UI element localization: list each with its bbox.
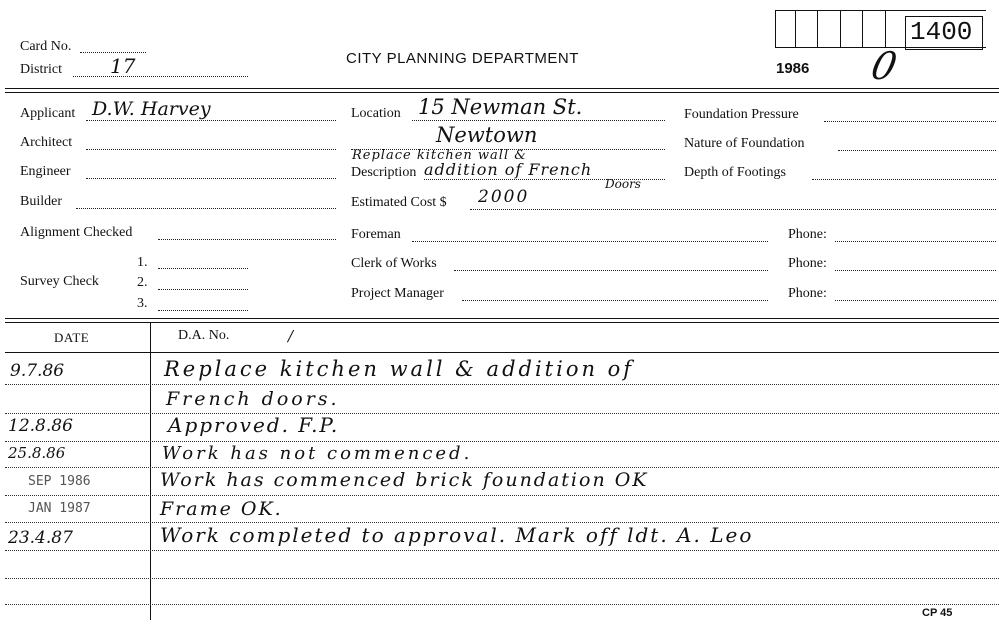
clerk-phone-field: [835, 270, 996, 271]
survey-check-label: Survey Check: [20, 274, 99, 289]
description-line-1: Replace kitchen wall &: [352, 148, 527, 163]
log-date: 23.4.87: [8, 528, 73, 548]
year-label: 1986: [776, 60, 810, 77]
card-number-divider: [862, 10, 863, 48]
location-value-2: Newtown: [436, 123, 538, 147]
year-handwritten: 0: [867, 44, 901, 88]
architect-label: Architect: [20, 135, 73, 150]
alignment-checked-label: Alignment Checked: [20, 225, 133, 240]
clerk-phone-label: Phone:: [788, 256, 827, 271]
card-no-label: Card No.: [20, 39, 72, 54]
card-number-divider: [885, 10, 886, 48]
pm-phone-field: [835, 300, 996, 301]
log-entry: Work has not commenced.: [162, 443, 473, 464]
log-header-divider: [5, 352, 999, 353]
location-field: [412, 120, 665, 121]
survey-3-field: [158, 310, 248, 311]
da-no-label: D.A. No.: [178, 328, 230, 343]
log-entry: Replace kitchen wall & addition of: [164, 357, 635, 381]
log-entry: Work has commenced brick foundation OK: [160, 469, 649, 491]
foreman-phone-field: [835, 241, 996, 242]
department-title: CITY PLANNING DEPARTMENT: [346, 50, 579, 67]
log-row-line: [5, 578, 999, 579]
district-label: District: [20, 62, 62, 77]
log-entry: Frame OK.: [160, 498, 283, 520]
card-number: 1400: [910, 17, 973, 47]
log-row-line: [5, 467, 999, 468]
foundation-pressure-label: Foundation Pressure: [684, 107, 799, 122]
log-row-line: [5, 550, 999, 551]
log-top-divider-2: [5, 322, 999, 323]
log-row-line: [5, 604, 999, 605]
foreman-field: [412, 241, 768, 242]
log-row-line: [5, 413, 999, 414]
survey-2-field: [158, 289, 248, 290]
builder-label: Builder: [20, 194, 62, 209]
project-manager-label: Project Manager: [351, 286, 444, 301]
engineer-field: [86, 178, 336, 179]
district-field: [73, 76, 248, 77]
header-divider-2: [5, 92, 999, 93]
log-date: 12.8.86: [8, 416, 73, 436]
applicant-field: [86, 120, 336, 121]
log-entry: Approved. F.P.: [168, 413, 340, 437]
description-line-3: Doors: [605, 177, 641, 191]
form-code: CP 45: [922, 607, 953, 619]
alignment-checked-field: [158, 239, 336, 240]
card-number-divider: [795, 10, 796, 48]
log-top-divider: [5, 318, 999, 319]
foreman-label: Foreman: [351, 227, 401, 242]
date-column-header: DATE: [54, 330, 90, 345]
location-label: Location: [351, 106, 401, 121]
pm-phone-label: Phone:: [788, 286, 827, 301]
survey-2-label: 2.: [137, 275, 148, 290]
da-no-value: /: [288, 327, 294, 345]
survey-1-field: [158, 268, 248, 269]
log-column-divider: [150, 322, 151, 620]
estimated-cost-label: Estimated Cost $: [351, 195, 447, 210]
clerk-of-works-field: [454, 270, 768, 271]
applicant-value: D.W. Harvey: [92, 98, 211, 120]
applicant-label: Applicant: [20, 106, 76, 121]
engineer-label: Engineer: [20, 164, 71, 179]
log-row-line: [5, 441, 999, 442]
card-number-divider: [817, 10, 818, 48]
card-number-divider: [840, 10, 841, 48]
log-date: 9.7.86: [10, 361, 65, 381]
survey-3-label: 3.: [137, 296, 148, 311]
builder-field: [76, 208, 336, 209]
survey-1-label: 1.: [137, 255, 148, 270]
foundation-pressure-field: [824, 121, 996, 122]
description-line-2: addition of French: [424, 160, 593, 179]
district-value: 17: [110, 54, 136, 78]
nature-of-foundation-field: [838, 150, 996, 151]
depth-of-footings-field: [812, 179, 996, 180]
log-entry: French doors.: [166, 388, 340, 410]
estimated-cost-field: [470, 209, 996, 210]
log-date-stamp: SEP 1986: [28, 474, 91, 489]
log-date-stamp: JAN 1987: [28, 501, 91, 516]
estimated-cost-value: 2000: [478, 187, 530, 207]
nature-of-foundation-label: Nature of Foundation: [684, 136, 805, 151]
depth-of-footings-label: Depth of Footings: [684, 165, 786, 180]
log-row-line: [5, 384, 999, 385]
clerk-of-works-label: Clerk of Works: [351, 256, 437, 271]
project-manager-field: [462, 300, 768, 301]
log-entry: Work completed to approval. Mark off ldt. A. Leo: [160, 523, 754, 547]
architect-field: [86, 149, 336, 150]
log-row-line: [5, 495, 999, 496]
description-label: Description: [351, 165, 417, 180]
location-value: 15 Newman St.: [418, 95, 583, 119]
foreman-phone-label: Phone:: [788, 227, 827, 242]
log-date: 25.8.86: [8, 444, 66, 462]
header-divider: [5, 88, 999, 89]
card-no-field: [80, 52, 146, 53]
